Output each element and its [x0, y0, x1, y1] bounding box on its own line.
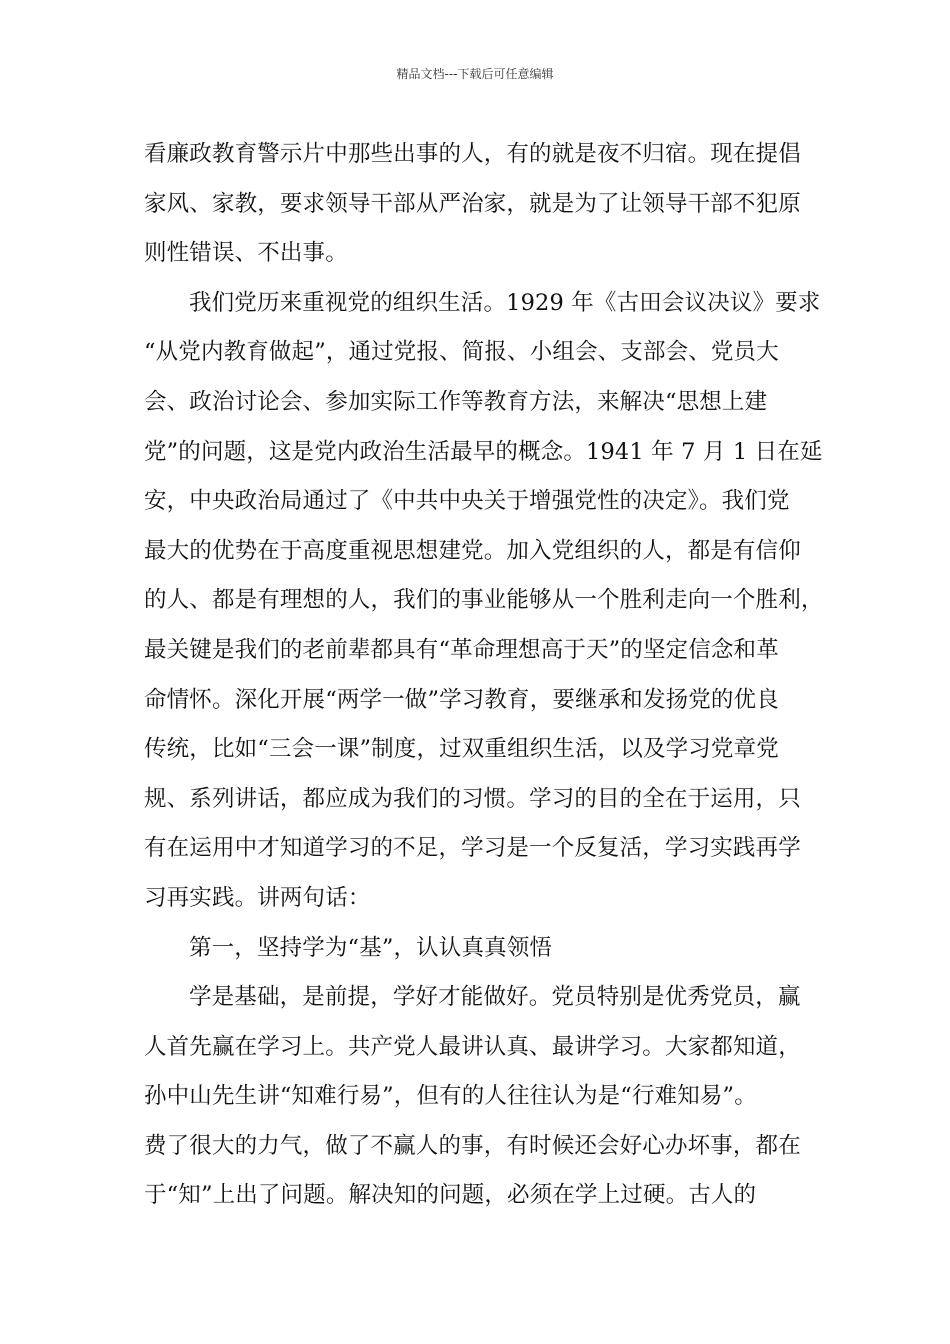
text-line: 安，中央政治局通过了《中共中央关于增强党性的决定》。我们党: [144, 488, 790, 515]
text-line: 人首先赢在学习上。共产党人最讲认真、最讲学习。大家都知道，: [144, 1033, 801, 1060]
text-line: 看廉政教育警示片中那些出事的人，有的就是夜不归宿。现在提倡: [144, 141, 801, 167]
text-line: 最关键是我们的老前辈都具有“革命理想高于天”的坚定信念和革: [144, 636, 779, 663]
text-line: 习再实践。讲两句话：: [144, 884, 371, 911]
text-line: 于“知”上出了问题。解决知的问题，必须在学上过硬。古人的: [144, 1182, 757, 1209]
text-line: 家风、家教，要求领导干部从严治家，就是为了让领导干部不犯原: [144, 190, 801, 217]
text-line: 有在运用中才知道学习的不足，学习是一个反复活，学习实践再学: [144, 835, 801, 862]
page-header: 精品文档---下载后可任意编辑: [396, 67, 554, 81]
text-line: 最大的优势在于高度重视思想建党。加入党组织的人，都是有信仰: [144, 537, 801, 564]
text-line: 命情怀。深化开展“两学一做”学习教育，要继承和发扬党的优良: [144, 686, 779, 713]
text-line: “从党内教育做起”，通过党报、简报、小组会、支部会、党员大: [144, 339, 779, 366]
text-line: 党”的问题，这是党内政治生活最早的概念。1941 年 7 月 1 日在延: [144, 438, 823, 465]
paragraph-start-line: 学是基础，是前提，学好才能做好。党员特别是优秀党员，赢: [189, 984, 801, 1011]
section-heading: 第一，坚持学为“基”，认认真真领悟: [189, 934, 553, 961]
paragraph-start-line: 我们党历来重视党的组织生活。1929 年《古田会议决议》要求: [189, 289, 821, 316]
text-line: 传统，比如“三会一课”制度，过双重组织生活，以及学习党章党: [144, 736, 779, 763]
document-body: [144, 130, 824, 1221]
text-line: 规、系列讲话，都应成为我们的习惯。学习的目的全在于运用，只: [144, 785, 801, 812]
text-line: 费了很大的力气，做了不赢人的事，有时候还会好心办坏事，都在: [144, 1132, 801, 1159]
text-line: 则性错误、不出事。: [144, 240, 348, 267]
text-line: 的人、都是有理想的人，我们的事业能够从一个胜利走向一个胜利，: [144, 587, 824, 614]
text-line: 会、政治讨论会、参加实际工作等教育方法，来解决“思想上建: [144, 388, 768, 415]
text-line: 孙中山先生讲“知难行易”，但有的人往往认为是“行难知易”。: [144, 1083, 757, 1110]
